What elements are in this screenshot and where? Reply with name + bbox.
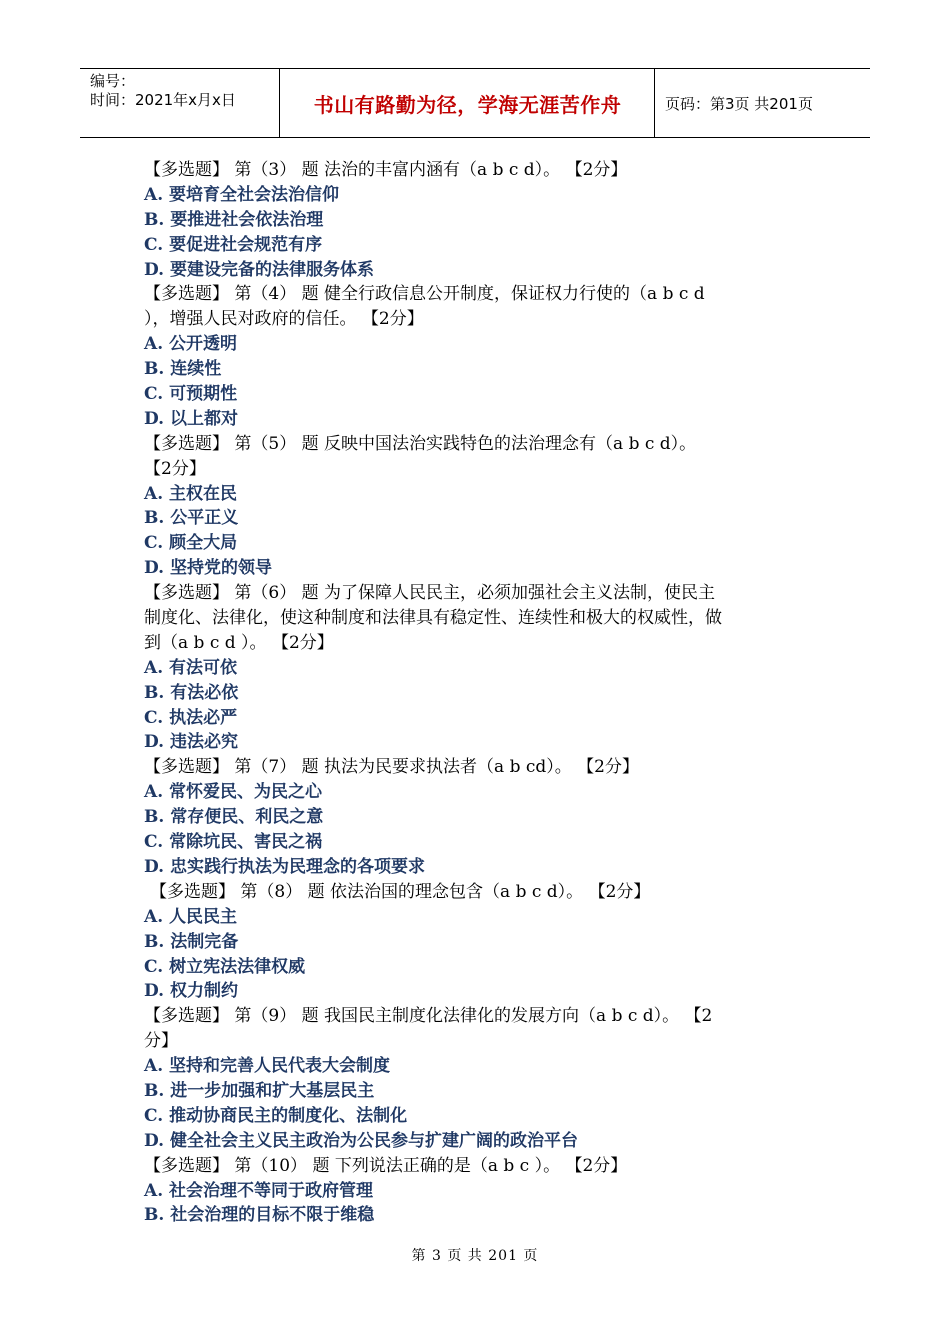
option-letter: A. — [144, 184, 164, 205]
option-letter: C. — [144, 384, 164, 405]
answer-option — [144, 681, 804, 706]
answer-option — [144, 1179, 804, 1204]
question-text: 分】 — [144, 1031, 178, 1052]
option-letter: B. — [144, 682, 165, 703]
question-text: 制度化、法律化，使这种制度和法律具有稳定性、连续性和极大的权威性，做 — [144, 608, 722, 629]
option-text: 有法必依 — [170, 682, 239, 703]
document-time-label: 时间：2021年x月x日 — [90, 91, 236, 109]
option-letter: B. — [144, 1205, 165, 1226]
option-text: 人民民主 — [169, 906, 238, 927]
option-letter: D. — [144, 981, 165, 1002]
document-number-label: 编号： — [90, 72, 136, 90]
answer-option — [144, 1054, 804, 1079]
option-letter: A. — [144, 657, 164, 678]
option-letter: A. — [144, 906, 164, 927]
question-text: 【多选题】 第（8） 题 依法治国的理念包含（a b c d）。 【2分】 — [150, 881, 651, 902]
option-letter: D. — [144, 558, 165, 579]
answer-option — [144, 556, 804, 581]
option-text: 有法可依 — [169, 657, 238, 678]
answer-option — [144, 482, 804, 507]
answer-option — [144, 506, 804, 531]
question-text: ），增强人民对政府的信任。 【2分】 — [144, 309, 424, 330]
option-text: 要推进社会依法治理 — [170, 209, 324, 230]
option-letter: B. — [144, 508, 165, 529]
option-text: 主权在民 — [169, 483, 238, 504]
question-text: 【多选题】 第（6） 题 为了保障人民民主，必须加强社会主义法制，使民主 — [144, 583, 716, 604]
option-text: 公开透明 — [169, 334, 238, 355]
option-text: 健全社会主义民主政治为公民参与扩建广阔的政治平台 — [169, 1130, 578, 1151]
option-letter: A. — [144, 334, 164, 355]
answer-option — [144, 1129, 804, 1154]
option-text: 可预期性 — [169, 384, 238, 405]
option-text: 树立宪法法律权威 — [169, 956, 306, 977]
page-footer: 第 3 页 共 201 页 — [411, 1248, 539, 1264]
option-text: 执法必严 — [169, 707, 238, 728]
answer-option — [144, 357, 804, 382]
answer-option — [144, 805, 804, 830]
option-letter: B. — [144, 209, 165, 230]
option-text: 顾全大局 — [169, 533, 238, 554]
option-text: 进一步加强和扩大基层民主 — [170, 1080, 375, 1101]
option-letter: C. — [144, 956, 164, 977]
option-letter: C. — [144, 1105, 164, 1126]
question-text: 【多选题】 第（7） 题 执法为民要求执法者（a b cd）。 【2分】 — [144, 757, 639, 778]
option-letter: D. — [144, 856, 165, 877]
answer-option — [144, 407, 804, 432]
option-text: 要促进社会规范有序 — [169, 234, 323, 255]
answer-option — [144, 930, 804, 955]
answer-option — [144, 730, 804, 755]
answer-option — [144, 1079, 804, 1104]
option-text: 常除坑民、害民之祸 — [169, 832, 323, 853]
question-text: 【多选题】 第（10） 题 下列说法正确的是（a b c ）。 【2分】 — [144, 1155, 628, 1176]
answer-option — [144, 1104, 804, 1129]
question-text: 【多选题】 第（3） 题 法治的丰富内涵有（a b c d）。 【2分】 — [144, 160, 628, 180]
answer-option — [144, 531, 804, 556]
option-letter: D. — [144, 259, 165, 280]
option-letter: C. — [144, 533, 164, 554]
option-text: 要培育全社会法治信仰 — [169, 184, 340, 205]
option-letter: B. — [144, 1080, 165, 1101]
answer-option — [144, 905, 804, 930]
option-text: 推动协商民主的制度化、法制化 — [169, 1105, 408, 1126]
answer-option — [144, 855, 804, 880]
header-meta — [80, 69, 280, 137]
option-text: 权力制约 — [169, 981, 238, 1002]
option-letter: C. — [144, 707, 164, 728]
option-text: 社会治理不等同于政府管理 — [169, 1180, 374, 1201]
option-letter: B. — [144, 807, 165, 828]
option-letter: D. — [144, 732, 165, 753]
question-text: 【多选题】 第（9） 题 我国民主制度化法律化的发展方向（a b c d）。 【2 — [144, 1006, 713, 1027]
answer-option — [144, 656, 804, 681]
option-text: 坚持和完善人民代表大会制度 — [169, 1056, 391, 1077]
option-text: 违法必究 — [169, 732, 238, 753]
answer-option — [144, 382, 804, 407]
option-text: 法制完备 — [170, 931, 239, 952]
option-text: 以上都对 — [169, 408, 238, 429]
option-letter: B. — [144, 359, 165, 380]
page-header — [80, 68, 870, 138]
option-text: 坚持党的领导 — [169, 558, 272, 579]
answer-option — [144, 830, 804, 855]
question-text: 【多选题】 第（5） 题 反映中国法治实践特色的法治理念有（a b c d）。 — [144, 433, 697, 454]
answer-option — [144, 1203, 804, 1228]
header-motto: 书山有路勤为径，学海无涯苦作舟 — [281, 69, 655, 137]
option-text: 要建设完备的法律服务体系 — [169, 259, 374, 280]
option-text: 公平正义 — [170, 508, 239, 529]
option-letter: D. — [144, 408, 165, 429]
answer-option — [144, 955, 804, 980]
answer-option — [144, 233, 804, 258]
header-page-code: 页码：第3页 共201页 — [665, 94, 813, 113]
answer-option — [144, 706, 804, 731]
option-text: 社会治理的目标不限于维稳 — [170, 1205, 375, 1226]
option-letter: A. — [144, 1180, 164, 1201]
option-text: 连续性 — [170, 359, 222, 380]
question-list — [144, 158, 804, 1228]
option-letter: C. — [144, 832, 164, 853]
question-text: 【2分】 — [144, 458, 206, 479]
option-letter: B. — [144, 931, 165, 952]
answer-option — [144, 208, 804, 233]
option-text: 常存便民、利民之意 — [170, 807, 324, 828]
option-letter: A. — [144, 1056, 164, 1077]
answer-option — [144, 332, 804, 357]
option-letter: A. — [144, 782, 164, 803]
answer-option — [144, 258, 804, 283]
option-text: 忠实践行执法为民理念的各项要求 — [169, 856, 425, 877]
question-text: 【多选题】 第（4） 题 健全行政信息公开制度，保证权力行使的（a b c d — [144, 284, 705, 305]
answer-option — [144, 979, 804, 1004]
option-letter: D. — [144, 1130, 165, 1151]
answer-option — [144, 780, 804, 805]
option-text: 常怀爱民、为民之心 — [169, 782, 323, 803]
option-letter: A. — [144, 483, 164, 504]
question-text: 到（a b c d ）。 【2分】 — [144, 632, 334, 653]
option-letter: C. — [144, 234, 164, 255]
answer-option — [144, 183, 804, 208]
